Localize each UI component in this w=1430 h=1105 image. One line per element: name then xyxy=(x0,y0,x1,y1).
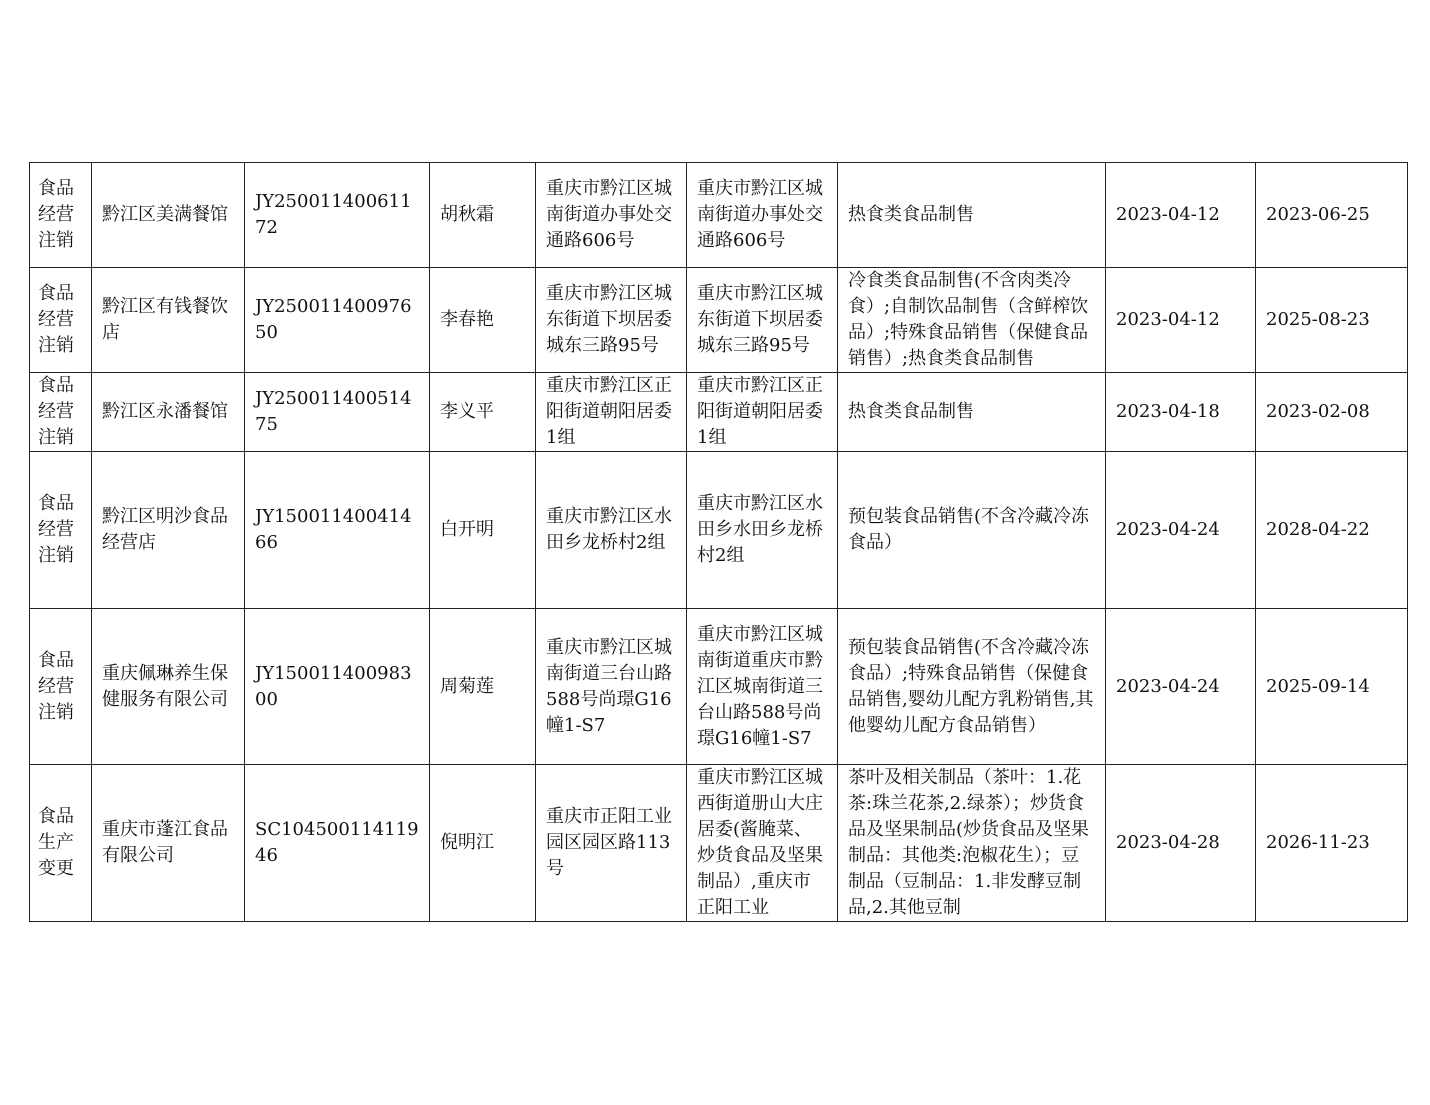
cell-expiry: 2025-09-14 xyxy=(1256,609,1408,765)
cell-date: 2023-04-12 xyxy=(1106,268,1256,373)
cell-type: 食品经营注销 xyxy=(30,373,92,452)
cell-name: 重庆佩琳养生保健服务有限公司 xyxy=(92,609,245,765)
cell-expiry: 2025-08-23 xyxy=(1256,268,1408,373)
cell-scope: 茶叶及相关制品（茶叶：1.花茶:珠兰花茶,2.绿茶）；炒货食品及坚果制品(炒货食品及坚果制品：其他类:泡椒花生）；豆制品（豆制品：1.非发酵豆制品,2.其他豆制 xyxy=(838,765,1106,922)
table-row xyxy=(30,609,1408,765)
cell-premises: 重庆市黔江区水田乡水田乡龙桥村2组 xyxy=(687,452,838,609)
cell-type: 食品经营注销 xyxy=(30,452,92,609)
cell-name: 黔江区明沙食品经营店 xyxy=(92,452,245,609)
table-row xyxy=(30,452,1408,609)
cell-premises: 重庆市黔江区正阳街道朝阳居委1组 xyxy=(687,373,838,452)
cell-premises: 重庆市黔江区城东街道下坝居委城东三路95号 xyxy=(687,268,838,373)
cell-type: 食品经营注销 xyxy=(30,609,92,765)
cell-scope: 冷食类食品制售(不含肉类冷食）;自制饮品制售（含鲜榨饮品）;特殊食品销售（保健食品销售）;热食类食品制售 xyxy=(838,268,1106,373)
cell-person: 周菊莲 xyxy=(430,609,536,765)
cell-scope: 预包装食品销售(不含冷藏冷冻食品） xyxy=(838,452,1106,609)
cell-address: 重庆市黔江区水田乡龙桥村2组 xyxy=(536,452,687,609)
cell-address: 重庆市黔江区正阳街道朝阳居委1组 xyxy=(536,373,687,452)
cell-address: 重庆市黔江区城南街道三台山路588号尚璟G16幢1-S7 xyxy=(536,609,687,765)
table-row xyxy=(30,268,1408,373)
cell-type: 食品经营注销 xyxy=(30,268,92,373)
cell-person: 胡秋霜 xyxy=(430,163,536,268)
cell-person: 李义平 xyxy=(430,373,536,452)
cell-address: 重庆市黔江区城南街道办事处交通路606号 xyxy=(536,163,687,268)
table-row xyxy=(30,765,1408,922)
table-row xyxy=(30,373,1408,452)
cell-date: 2023-04-28 xyxy=(1106,765,1256,922)
cell-date: 2023-04-24 xyxy=(1106,452,1256,609)
cell-person: 李春艳 xyxy=(430,268,536,373)
cell-scope: 热食类食品制售 xyxy=(838,373,1106,452)
cell-name: 重庆市蓬江食品有限公司 xyxy=(92,765,245,922)
cell-scope: 热食类食品制售 xyxy=(838,163,1106,268)
table-row xyxy=(30,163,1408,268)
cell-premises: 重庆市黔江区城南街道办事处交通路606号 xyxy=(687,163,838,268)
cell-person: 白开明 xyxy=(430,452,536,609)
cell-expiry: 2023-06-25 xyxy=(1256,163,1408,268)
cell-address: 重庆市黔江区城东街道下坝居委城东三路95号 xyxy=(536,268,687,373)
cell-license: JY15001140041466 xyxy=(245,452,430,609)
cell-premises: 重庆市黔江区城南街道重庆市黔江区城南街道三台山路588号尚璟G16幢1-S7 xyxy=(687,609,838,765)
cell-date: 2023-04-18 xyxy=(1106,373,1256,452)
cell-license: JY25001140061172 xyxy=(245,163,430,268)
cell-expiry: 2028-04-22 xyxy=(1256,452,1408,609)
cell-type: 食品生产变更 xyxy=(30,765,92,922)
cell-name: 黔江区永潘餐馆 xyxy=(92,373,245,452)
cell-name: 黔江区有钱餐饮店 xyxy=(92,268,245,373)
cell-license: SC10450011411946 xyxy=(245,765,430,922)
cell-type: 食品经营注销 xyxy=(30,163,92,268)
cell-license: JY15001140098300 xyxy=(245,609,430,765)
cell-premises: 重庆市黔江区城西街道册山大庄居委(酱腌菜、炒货食品及坚果制品）,重庆市正阳工业 xyxy=(687,765,838,922)
cell-address: 重庆市正阳工业园区园区路113号 xyxy=(536,765,687,922)
cell-name: 黔江区美满餐馆 xyxy=(92,163,245,268)
records-table xyxy=(29,162,1408,922)
cell-date: 2023-04-24 xyxy=(1106,609,1256,765)
cell-expiry: 2023-02-08 xyxy=(1256,373,1408,452)
cell-person: 倪明江 xyxy=(430,765,536,922)
cell-license: JY25001140097650 xyxy=(245,268,430,373)
cell-expiry: 2026-11-23 xyxy=(1256,765,1408,922)
cell-scope: 预包装食品销售(不含冷藏冷冻食品）;特殊食品销售（保健食品销售,婴幼儿配方乳粉销售,其他婴幼儿配方食品销售） xyxy=(838,609,1106,765)
cell-license: JY25001140051475 xyxy=(245,373,430,452)
cell-date: 2023-04-12 xyxy=(1106,163,1256,268)
